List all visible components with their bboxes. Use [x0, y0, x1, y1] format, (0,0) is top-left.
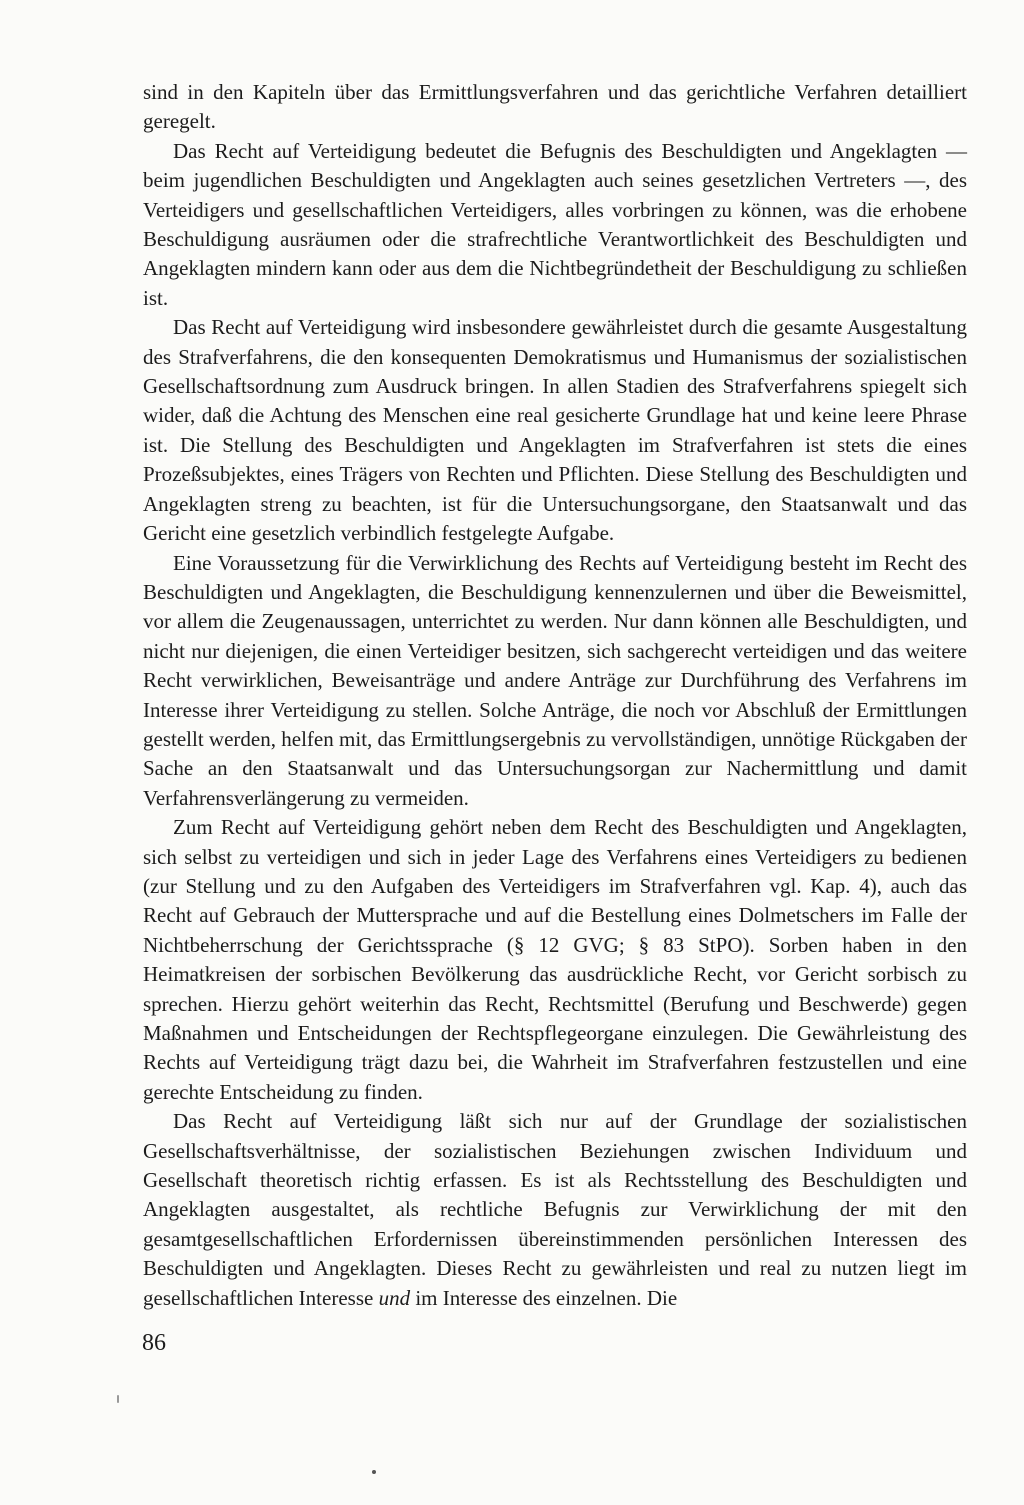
paragraph-social-basis-text-a: Das Recht auf Verteidigung läßt sich nur auf der Grundlage der sozialistischen Gesellschaftsverhältnisse, der sozialistischen Beziehungen zwischen Individuum und Gesellschaft theoretisch richtig erfassen. Es ist als Rechtsstellung des Beschuldigten und Angeklagten ausgestaltet, als rechtliche Befugnis zur Verwirklichung der mit den gesamtgesellschaftlichen Erfordernissen übereinstimmenden persönlichen Interessen des Beschuldigten und Angeklagten. Dieses Recht zu gewährleisten und real zu nutzen liegt im gesellschaftlichen Interesse [143, 1109, 967, 1310]
scan-speck [117, 1395, 119, 1403]
paragraph-guarantee: Das Recht auf Verteidigung wird insbesondere gewährleistet durch die gesamte Ausgestaltung des Strafverfahrens, die den konsequenten Demokratismus und Humanismus der sozialistischen Gesellschaftsordnung zum Ausdruck bringen. In allen Stadien des Strafverfahrens spiegelt sich wider, daß die Achtung des Menschen eine real gesicherte Grundlage hat und keine leere Phrase ist. Die Stellung des Beschuldigten und Angeklagten im Strafverfahren ist stets die eines Prozeßsubjektes, eines Trägers von Rechten und Pflichten. Diese Stellung des Beschuldigten und Angeklagten streng zu beachten, ist für die Untersuchungsorgane, den Staatsanwalt und das Gericht eine gesetzlich verbindlich festgelegte Aufgabe. [143, 315, 967, 546]
body-text [143, 78, 967, 1313]
page-number: 86 [142, 1330, 166, 1356]
paragraph-right-to-defense-definition: Das Recht auf Verteidigung bedeutet die Befugnis des Beschuldigten und Angeklagten — beim jugendlichen Beschuldigten und Angeklagten auch seines gesetzlichen Vertreters —, des Verteidigers und gesellschaftlichen Verteidigers, alles vorbringen zu können, was die erhobene Beschuldigung ausräumen oder die strafrechtliche Verantwortlichkeit des Beschuldigten und Angeklagten mindern kann oder aus dem die Nichtbegründetheit der Beschuldigung zu schließen ist. [143, 138, 967, 310]
italic-emphasis: und [378, 1285, 411, 1310]
paragraph-prerequisite: Eine Voraussetzung für die Verwirklichung des Rechts auf Verteidigung besteht im Recht des Beschuldigten und Angeklagten, die Beschuldigung kennenzulernen und über die Beweismittel, vor allem die Zeugenaussagen, unterrichtet zu werden. Nur dann können alle Beschuldigten, und nicht nur diejenigen, die einen Verteidiger besitzen, sich sachgerecht verteidigen und das weitere Recht verwirklichen, Beweisanträge und andere Anträge zur Durchführung des Verfahrens im Interesse ihrer Verteidigung zu stellen. Solche Anträge, die noch vor Abschluß der Ermittlungen gestellt werden, helfen mit, das Ermittlungsergebnis zu vervollständigen, unnötige Rückgaben der Sache an den Staatsanwalt und das Untersuchungsorgan zur Nachermittlung und damit Verfahrensverlängerung zu vermeiden. [143, 550, 967, 810]
paragraph-continuation: sind in den Kapiteln über das Ermittlungsverfahren und das gerichtliche Verfahren detailliert geregelt. [143, 80, 967, 134]
scan-speck [372, 1470, 376, 1474]
paragraph-social-basis [143, 1107, 967, 1313]
paragraph-social-basis-text-b: im Interesse des einzelnen. Die [410, 1285, 678, 1310]
paragraph-mother-tongue: Zum Recht auf Verteidigung gehört neben dem Recht des Beschuldigten und Angeklagten, sich selbst zu verteidigen und sich in jeder Lage des Verfahrens eines Verteidigers zu bedienen (zur Stellung und zu den Aufgaben des Verteidigers im Strafverfahren vgl. Kap. 4), auch das Recht auf Gebrauch der Muttersprache und auf die Bestellung eines Dolmetschers im Falle der Nichtbeherrschung der Gerichtssprache (§ 12 GVG; § 83 StPO). Sorben haben in den Heimatkreisen der sorbischen Bevölkerung das ausdrückliche Recht, vor Gericht sorbisch zu sprechen. Hierzu gehört weiterhin das Recht, Rechtsmittel (Berufung und Beschwerde) gegen Maßnahmen und Entscheidungen der Rechtspflegeorgane einzulegen. Die Gewährleistung des Rechts auf Verteidigung trägt dazu bei, die Wahrheit im Strafverfahren festzustellen und eine gerechte Entscheidung zu finden. [143, 815, 967, 1104]
